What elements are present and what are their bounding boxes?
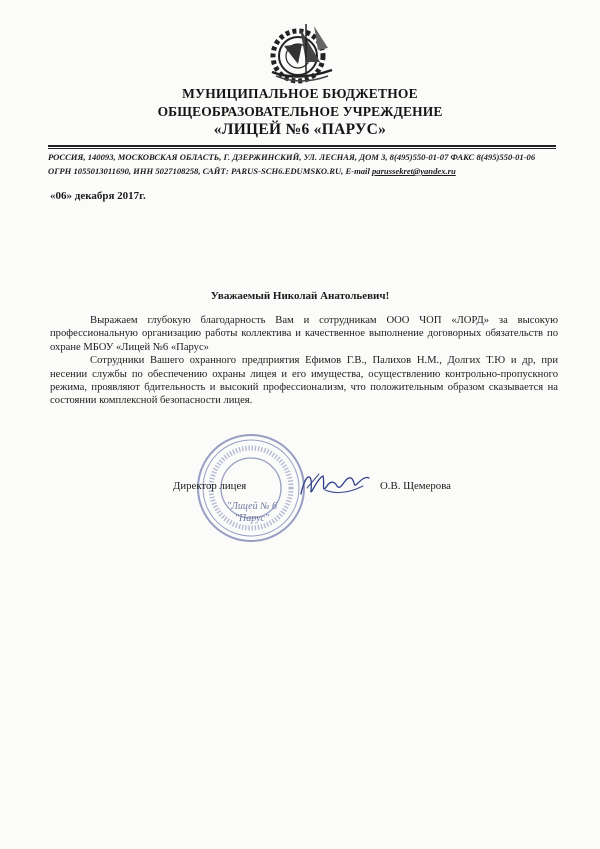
- header-divider: [48, 145, 556, 147]
- letter-body: [50, 314, 558, 408]
- stamp-center-text: [222, 501, 282, 525]
- signer-role: Директор лицея: [173, 480, 247, 492]
- org-name-line-3: «ЛИЦЕЙ №6 «ПАРУС»: [213, 121, 387, 138]
- letter-date: «06» декабря 2017г.: [50, 190, 146, 202]
- email-link[interactable]: parussekret@yandex.ru: [371, 166, 456, 176]
- stamp-line-1: "Лицей № 6: [226, 501, 278, 512]
- stamp-line-2: "Парус": [234, 513, 270, 524]
- contact-registration: [48, 166, 568, 176]
- org-name-line-2: ОБЩЕОБРАЗОВАТЕЛЬНОЕ УЧРЕЖДЕНИЕ: [157, 104, 443, 119]
- greeting: Уважаемый Николай Анатольевич!: [210, 290, 390, 302]
- school-logo-icon: [262, 18, 342, 88]
- handwritten-signature-icon: [295, 464, 373, 506]
- signer-name: О.В. Щемерова: [380, 480, 451, 492]
- contact-address: РОССИЯ, 140093, МОСКОВСКАЯ ОБЛАСТЬ, Г. ДЗЕРЖИНСКИЙ, УЛ. ЛЕСНАЯ, ДОМ 3, 8(495)550-01-07 ФАКС 8(495)550-01-06: [48, 152, 536, 162]
- header-divider-thin: [48, 148, 556, 149]
- contact-registration-text: ОГРН 1055013011690, ИНН 5027108258, САЙТ: PARUS-SCH6.EDUMSKO.RU, E-mail: [48, 166, 372, 176]
- body-paragraph: Сотрудники Вашего охранного предприятия Ефимов Г.В., Палихов Н.М., Долгих Т.Ю и др, при несении службы по обеспечению охраны лицея и его имущества, осуществлению контрольно-пропускного режима, проявляют бдительность и высокий профессионализм, что положительным образом сказывается на состоянии комплексной безопасности лицея.: [50, 355, 558, 407]
- org-name-line-1: МУНИЦИПАЛЬНОЕ БЮДЖЕТНОЕ: [182, 86, 418, 101]
- body-paragraph: Выражаем глубокую благодарность Вам и сотрудникам ООО ЧОП «ЛОРД» за высокую профессиональную организацию работы коллектива и качественное выполнение договорных обязательств по охране МБОУ «Лицей №6 «Парус»: [50, 315, 558, 353]
